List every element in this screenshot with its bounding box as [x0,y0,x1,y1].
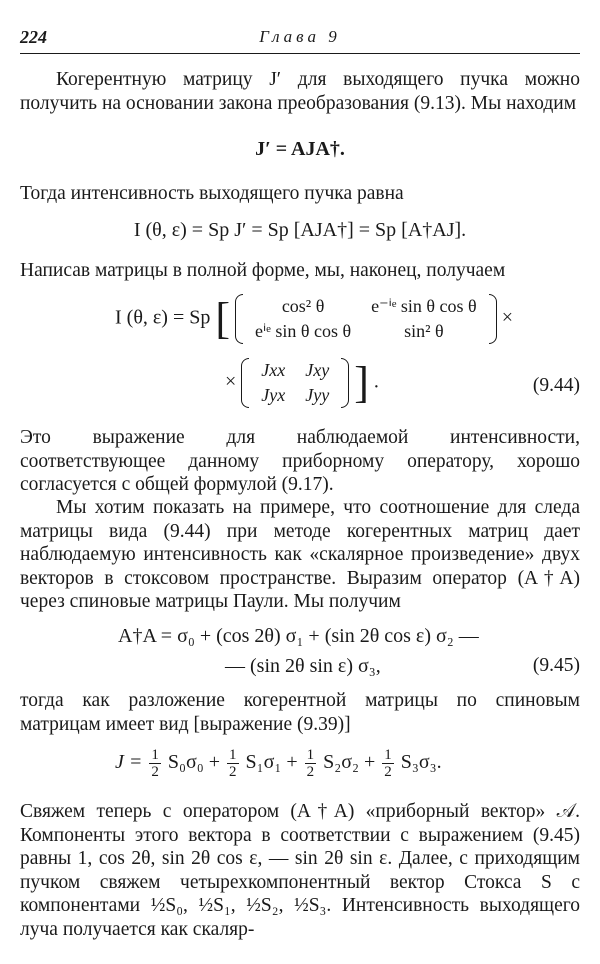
matrix-cell: cos² θ [281,296,325,316]
page-number: 224 [20,27,47,47]
term-3: S₃σ₃. [400,751,442,774]
term-0: S₀σ₀ + [167,751,221,774]
times-sign: × [225,370,237,393]
paragraph-1: Когерентную матрицу J′ для выходящего пучка можно получить на основании закона преобразования (9.13). Мы находим [20,69,580,114]
matrix-cell: e⁻ⁱᵉ sin θ cos θ [371,296,477,316]
chapter-title: Глава 9 [259,27,341,46]
paragraph-2: Тогда интенсивность выходящего пучка равна [20,183,404,204]
equation-pauli-expansion [115,747,442,780]
fraction-half: $\frac{1}{2}$ [306,747,315,780]
equation-945-line2: — (sin 2θ sin ε) σ₃, [225,655,381,677]
paragraph-6: тогда как разложение когерентной матрицы по спиновым матрицам имеет вид [выражение (9.39)] [20,690,580,735]
fraction-half: $\frac{1}{2}$ [384,747,392,780]
matrix-cell: sin² θ [404,321,444,341]
period: . [373,370,379,393]
matrix-cell: Jyy [305,385,330,405]
right-bracket: ] [354,358,369,407]
matrix-cell: eⁱᵉ sin θ cos θ [255,321,352,341]
matrix-cell: Jyx [261,385,286,405]
equation-944-line2 [225,358,379,408]
paragraph-4: Это выражение для наблюдаемой интенсивности, соответствующее данному приборному оператору, хорошо согласуется с общей формулой (9.17). [20,427,580,495]
paragraph-7: Свяжем теперь с оператором (A†A) «приборный вектор» 𝒜. Компоненты этого вектора в соответствии с выражением (9.45) равны 1, cos 2θ, sin 2θ cos ε, — sin 2θ sin ε. Далее, с приходящим пучком свяжем четырехкомпонентный вектор Стокса S с компонентами ½S₀, ½S₁, ½S₂, ½S₃. Интенсивность выходящего луча получается как скаляр- [20,801,580,940]
term-1: S₁σ₁ + [245,751,298,774]
equation-number-944: (9.44) [532,375,580,396]
matrix-cell: Jxy [305,360,330,380]
coherency-matrix [241,358,349,408]
fraction-half: $\frac{1}{2}$ [151,747,159,780]
equation-number-945: (9.45) [532,655,580,676]
term-2: S₂σ₂ + [323,751,376,774]
equation-lhs: J = [115,751,143,774]
paragraph-5: Мы хотим показать на примере, что соотношение для следа матрицы вида (9.44) при методе когерентных матриц дает наблюдаемую интенсивность как «скалярное произведение» двух векторов в стоксовом пространстве. Выразим оператор (A†A) через спиновые матрицы Паули. Мы получим [20,497,580,612]
equation-945-line1: A†A = σ₀ + (cos 2θ) σ₁ + (sin 2θ cos ε) σ₂ — [118,625,479,647]
equation-944-lhs: I (θ, ε) = Sp [115,306,211,329]
equation-coherent-matrix: J′ = AJA†. [255,138,345,160]
equation-intensity: I (θ, ε) = Sp J′ = Sp [AJA†] = Sp [A†AJ]. [133,219,467,241]
page-header [20,25,580,54]
equation-944 [115,294,513,344]
left-bracket: [ [215,294,231,343]
matrix-cell: Jxx [261,360,286,380]
paragraph-3: Написав матрицы в полной форме, мы, наконец, получаем [20,260,506,281]
fraction-half: $\frac{1}{2}$ [229,747,237,780]
times-sign: × [501,306,513,329]
instrument-matrix [235,294,497,344]
